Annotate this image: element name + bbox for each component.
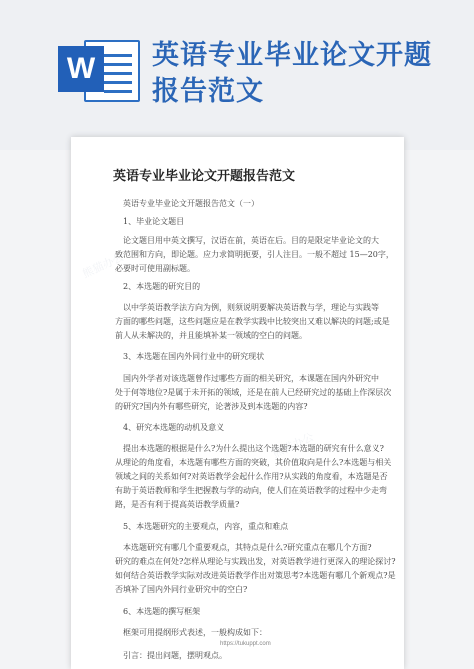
section-heading: 6、本选题的撰写框架 [123, 607, 201, 616]
paragraph-line: 领域之间的关系如何?对英语教学会起什么作用?从实践的角度看，本选题是否 [115, 472, 388, 481]
paragraph-line: 处于何等地位?是属于未开拓的领域，还是在前人已经研究过的基础上作深层次 [115, 388, 392, 397]
paragraph-line: 致范围和方向，即论题。应力求简明扼要，引人注目。一般不超过 15—20字， [115, 250, 394, 259]
paragraph-line: 引言：提出问题，摆明观点。 [123, 651, 227, 660]
footer-url: https://tukuppt.com [220, 641, 271, 647]
section-heading: 3、本选题在国内外同行业中的研究现状 [123, 352, 265, 361]
paragraph-line: 必要时可使用副标题。 [115, 264, 195, 273]
paragraph-line: 以中学英语教学法方向为例，则须说明要解决英语教与学，理论与实践等 [123, 303, 379, 312]
word-badge: W [58, 46, 104, 92]
section-heading: 5、本选题研究的主要观点，内容，重点和难点 [123, 522, 289, 531]
watermark: 熊猫办公 [80, 250, 126, 281]
paragraph-line: 否填补了国内外同行业研究中的空白? [115, 585, 248, 594]
section-heading: 1、毕业论文题目 [123, 217, 185, 226]
banner-title [152, 38, 452, 110]
paragraph-line: 本选题研究有哪几个重要观点，其特点是什么?研究重点在哪几个方面? [123, 543, 372, 552]
word-doc-icon [58, 36, 140, 102]
section-heading: 2、本选题的研究目的 [123, 282, 201, 291]
paragraph-line: 论文题目用中英文撰写，汉语在前，英语在后。目的是限定毕业论文的大 [123, 236, 379, 245]
paragraph-line: 从理论的角度看，本选题有哪些方面的突破，其价值取向是什么?本选题与相关 [115, 458, 392, 467]
paragraph-line: 框架可用提纲形式表述，一般构成如下： [123, 628, 267, 637]
header-banner [0, 0, 474, 150]
paragraph-line: 前人从未解决的，并且能填补某一领域的空白的问题。 [115, 331, 307, 340]
section-heading: 4、研究本选题的动机及意义 [123, 423, 225, 432]
paragraph-line: 有助于英语教师和学生把握教与学的动向，使人们在英语教学的过程中少走弯 [115, 486, 387, 495]
watermark: 熊猫办公 [270, 430, 316, 461]
paragraph-line: 提出本选题的根据是什么?为什么提出这个选题?本选题的研究有什么意义? [123, 444, 384, 453]
paragraph-line: 路，是否有利于提高英语教学质量? [115, 500, 240, 509]
paragraph-line: 方面的哪些问题，这些问题应是在教学实践中比较突出又难以解决的问题;或是 [115, 317, 390, 326]
document-title: 英语专业毕业论文开题报告范文 [113, 169, 296, 184]
paragraph-line: 国内外学者对该选题曾作过哪些方面的相关研究，本课题在国内外研究中 [123, 374, 379, 383]
banner-title-line-1: 英语专业毕业论文开题 [152, 40, 432, 71]
doc-subtitle: 英语专业毕业论文开题报告范文（一） [123, 199, 259, 208]
banner-title-line-2: 报告范文 [152, 76, 264, 107]
document-page [71, 137, 404, 669]
paragraph-line: 如何结合英语教学实际对改进英语教学作出对策思考?本选题有哪几个新观点?是 [115, 571, 396, 580]
paragraph-line: 的研究?国内外有哪些研究，论著涉及到本选题的内容? [115, 402, 308, 411]
paragraph-line: 研究的难点在何处?怎样从理论与实践出发，对英语教学进行更深入的理论探讨? [115, 557, 396, 566]
